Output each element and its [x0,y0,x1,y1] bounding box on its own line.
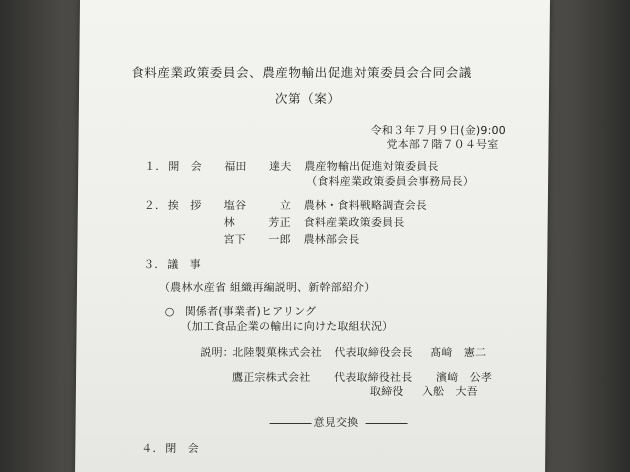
speaker-role: 食料産業政策委員長 [303,216,405,229]
divider-line-left [270,423,312,424]
agenda-item-3-note: （農林水産省 組織再編説明、新幹部紹介） [158,281,376,294]
agenda-item-1-title: 開 会 [168,160,202,173]
company-name: 北陸製菓株式会社 [232,346,322,359]
agenda-item-3-number: ３． [143,258,166,271]
agenda-item-4-number: ４． [141,442,164,455]
company-person: 髙﨑 憲二 [430,346,487,359]
company-name: 鷹正宗株式会社 [231,371,311,384]
company-title: 代表取締役会長 [334,346,413,359]
agenda-item-3-title: 議 事 [167,258,201,271]
agenda-item-2-number: ２． [143,199,167,212]
company-person: 入舩 大吾 [421,385,478,398]
agenda-document [75,0,550,472]
speaker-role: 農林・食料戦略調査会長 [303,199,428,212]
hearing-title: 関係者(事業者)ヒアリング [184,305,317,318]
discussion-label: 意見交換 [313,416,359,429]
speaker-name: 宮下 一郎 [223,233,291,246]
explanation-label: 説明： [200,346,234,359]
meeting-venue: 党本部７階７０４号室 [386,138,499,151]
company-title: 代表取締役社長 [333,371,413,384]
agenda-item-1-number: １． [144,160,167,173]
agenda-item-1-role: 農産物輸出促進対策委員長 [304,160,439,173]
speaker-name: 塩谷 立 [223,199,292,212]
agenda-item-2-title: 挨 拶 [167,199,202,212]
hearing-subtitle: （加工食品企業の輸出に向けた取組状況） [180,320,394,333]
divider-line-right [366,423,408,424]
agenda-item-1-speaker: 福田 達夫 [224,160,292,173]
speaker-role: 農林部会長 [303,233,360,246]
agenda-item-4-title: 閉 会 [165,442,199,455]
company-person: 濱﨑 公孝 [435,371,493,384]
document-title: 食料産業政策委員会、農産物輸出促進対策委員会合同会議 [131,65,472,80]
bullet-icon: ○ [164,305,175,318]
agenda-item-1-role-note: （食料産業政策委員会事務局長） [306,175,475,188]
company-title: 取締役 [369,385,404,398]
meeting-date: 令和３年７月９日(金)9:00 [370,124,506,137]
document-subtitle: 次第（案） [274,91,341,106]
speaker-name: 林 芳正 [223,216,291,229]
